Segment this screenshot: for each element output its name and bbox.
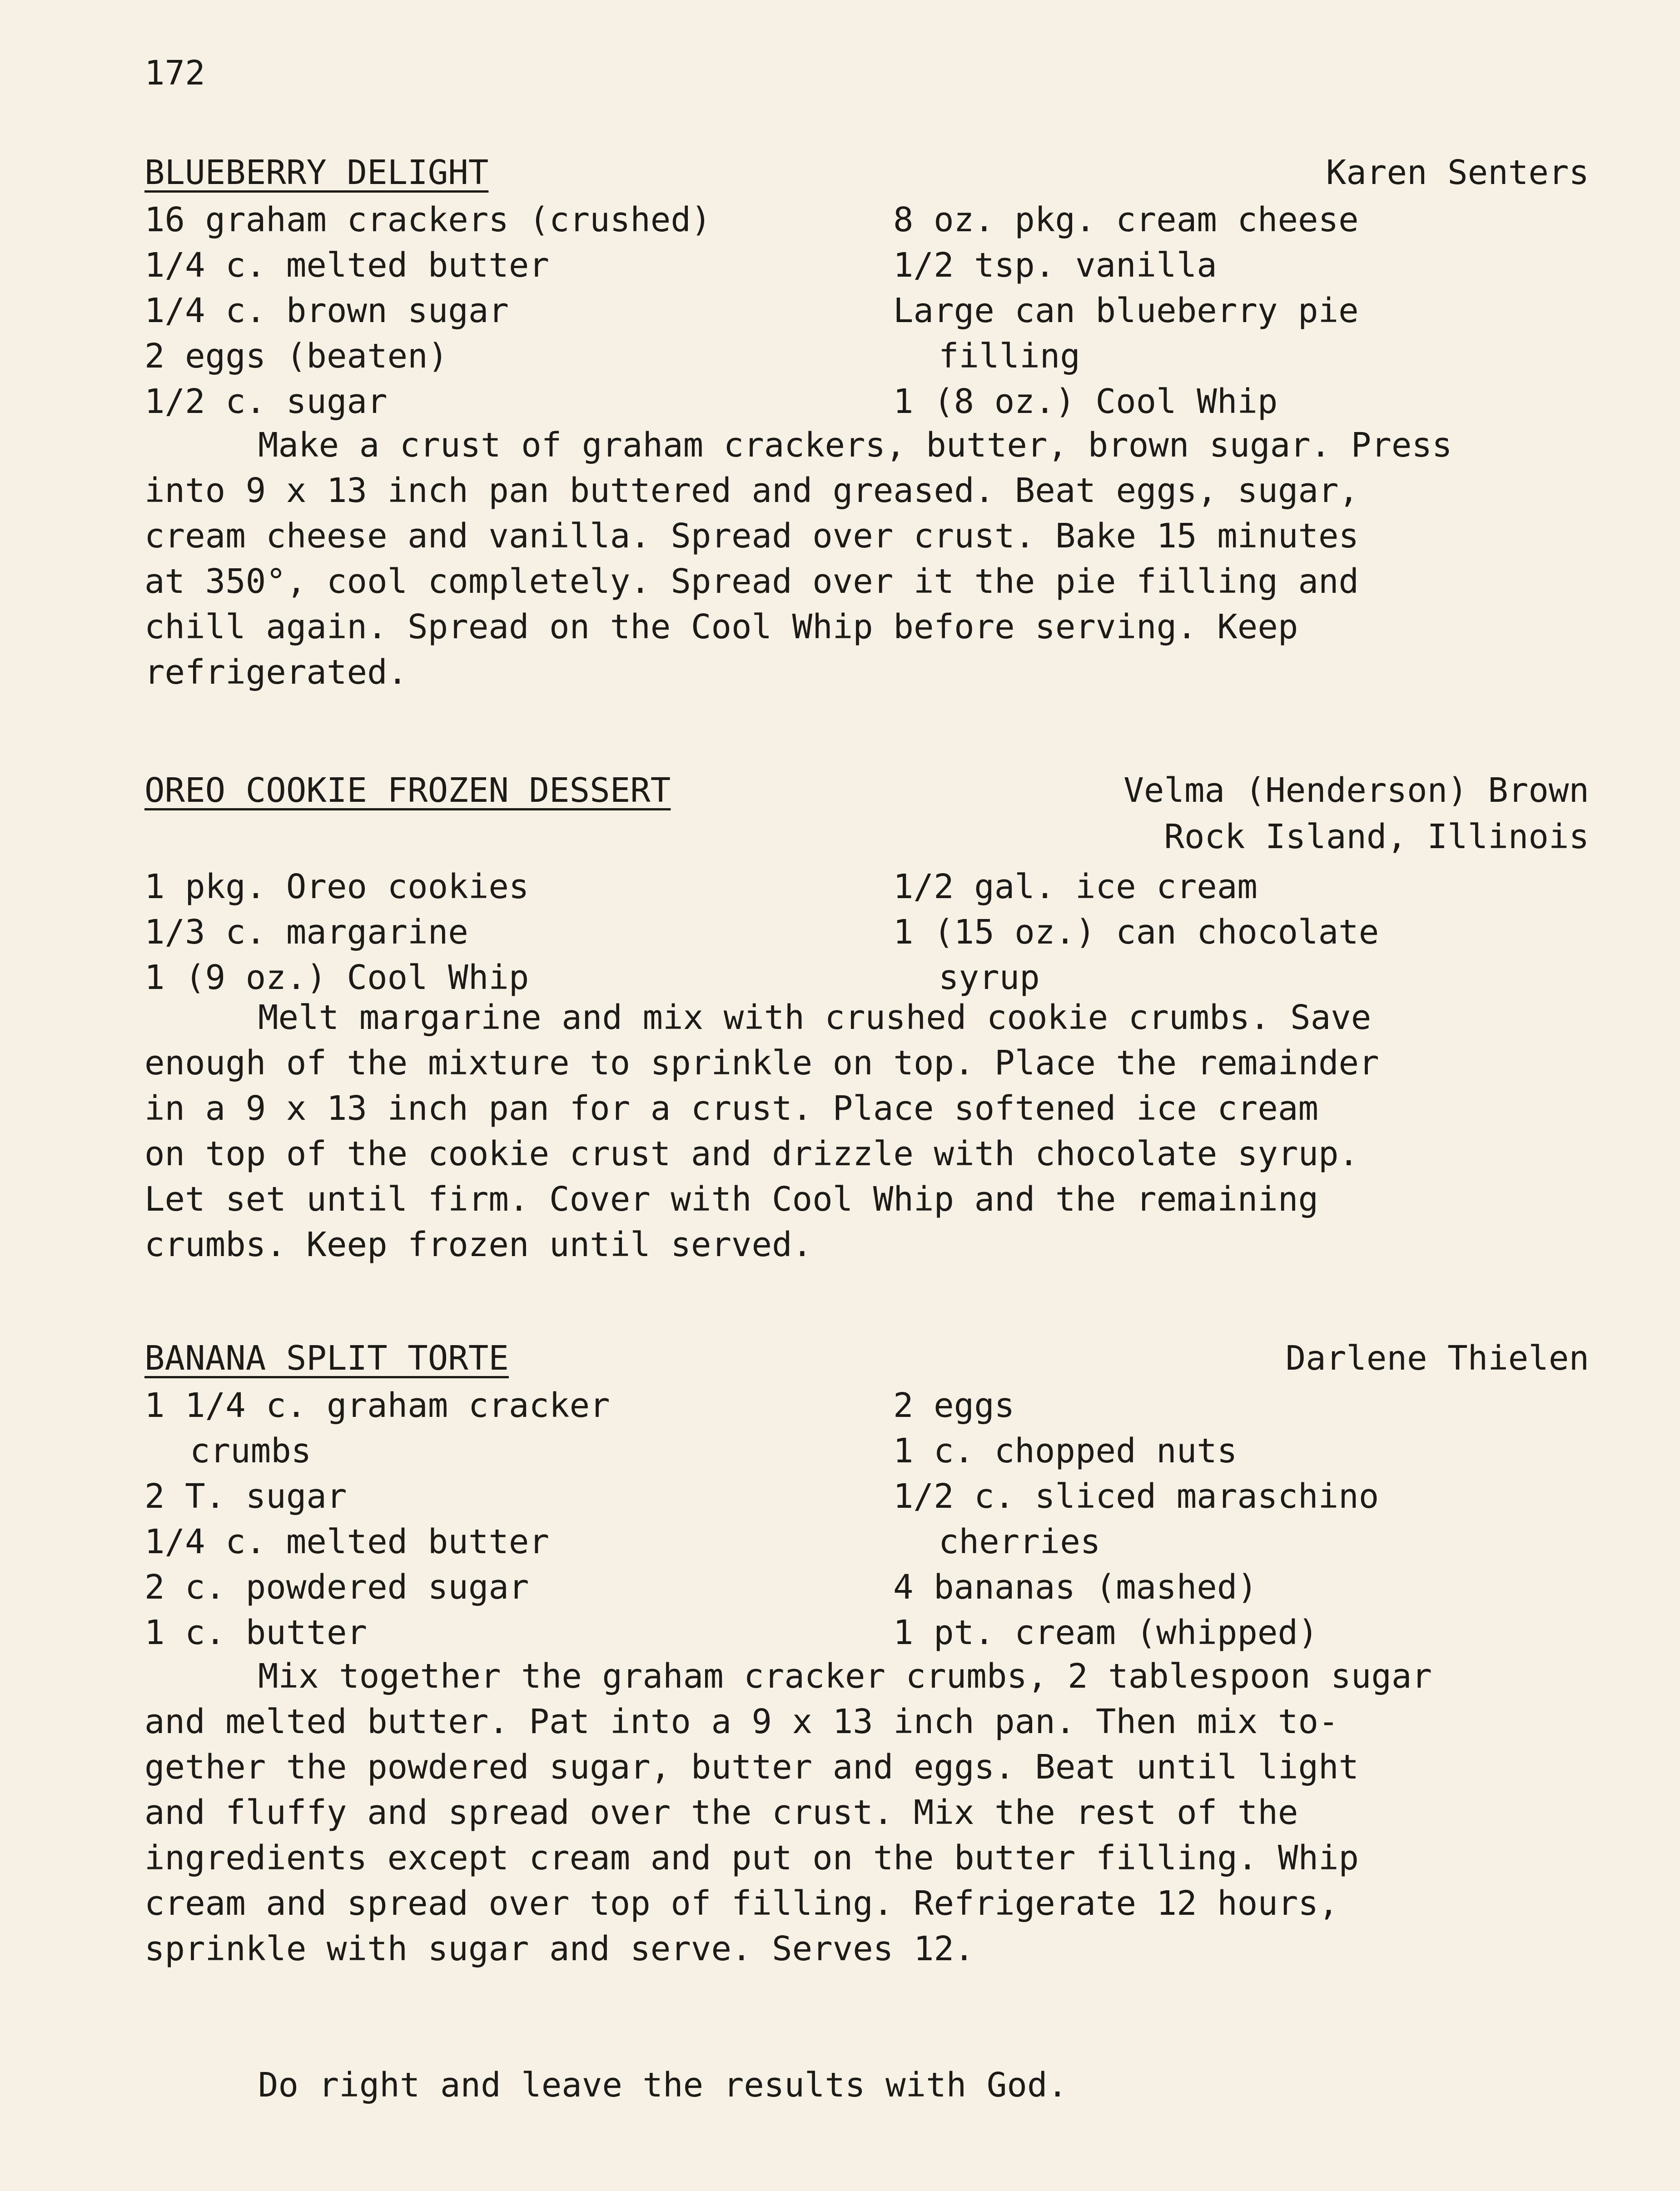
directions-line: Mix together the graham cracker crumbs, 2 tablespoon sugar — [258, 1657, 1432, 1696]
recipe-header — [144, 150, 1616, 197]
directions-line: sprinkle with sugar and serve. Serves 12. — [144, 1929, 974, 1968]
recipe-oreo-cookie-frozen-dessert — [144, 768, 1616, 1264]
recipe-banana-split-torte — [144, 1336, 1616, 1968]
ingredient: 1 (8 oz.) Cool Whip — [893, 382, 1278, 421]
ingredient: crumbs — [190, 1431, 312, 1471]
ingredient: 1 c. chopped nuts — [893, 1431, 1238, 1471]
ingredient: Large can blueberry pie — [893, 291, 1359, 330]
ingredients-right-column — [893, 864, 1611, 1000]
ingredient: 2 eggs (beaten) — [144, 337, 448, 376]
directions-line: refrigerated. — [144, 653, 408, 692]
ingredient: 1/4 c. melted butter — [144, 1522, 550, 1561]
directions-line: at 350°, cool completely. Spread over it the pie filling and — [144, 562, 1359, 601]
ingredient: 1 c. butter — [144, 1613, 368, 1652]
ingredients-right-column — [893, 197, 1611, 424]
ingredient: 1 (15 oz.) can chocolate — [893, 913, 1379, 952]
ingredient-list — [144, 1383, 1616, 1655]
ingredient: 1/4 c. melted butter — [144, 246, 550, 285]
directions-line: Make a crust of graham crackers, butter, brown sugar. Press — [258, 426, 1452, 465]
ingredient: 2 c. powdered sugar — [144, 1568, 529, 1607]
directions-line: cream cheese and vanilla. Spread over crust. Bake 15 minutes — [144, 517, 1359, 556]
ingredient: 1/3 c. margarine — [144, 913, 468, 952]
ingredient: 8 oz. pkg. cream cheese — [893, 200, 1359, 239]
directions-line: in a 9 x 13 inch pan for a crust. Place softened ice cream — [144, 1089, 1319, 1128]
recipe-directions — [144, 995, 1379, 1267]
ingredients-right-column — [893, 1383, 1611, 1655]
recipe-title: BANANA SPLIT TORTE — [144, 1339, 509, 1378]
recipe-directions — [144, 1654, 1432, 1972]
ingredient: 4 bananas (mashed) — [893, 1568, 1258, 1607]
recipe-author: Velma (Henderson) Brown — [1123, 771, 1589, 810]
ingredient-list — [144, 197, 1616, 424]
directions-line: enough of the mixture to sprinkle on top. Place the remainder — [144, 1043, 1379, 1083]
ingredient: 1 1/4 c. graham cracker — [144, 1386, 610, 1425]
ingredients-left-column — [144, 197, 880, 424]
ingredients-left-column — [144, 864, 880, 1000]
ingredient: syrup — [939, 958, 1040, 997]
directions-line: crumbs. Keep frozen until served. — [144, 1225, 813, 1264]
recipe-header — [144, 1336, 1616, 1383]
recipe-author: Darlene Thielen — [1285, 1339, 1589, 1378]
directions-line: Let set until firm. Cover with Cool Whip and the remaining — [144, 1180, 1319, 1219]
ingredient: 1/2 gal. ice cream — [893, 867, 1258, 906]
ingredient-list — [144, 864, 1616, 1000]
recipe-blueberry-delight — [144, 150, 1616, 692]
directions-line: Melt margarine and mix with crushed cookie crumbs. Save — [258, 998, 1372, 1037]
recipe-author: Karen Senters — [1326, 153, 1589, 192]
ingredient: 1/2 c. sliced maraschino — [893, 1477, 1379, 1516]
ingredient: 1/2 c. sugar — [144, 382, 388, 421]
ingredient: 1 (9 oz.) Cool Whip — [144, 958, 529, 997]
recipe-directions — [144, 422, 1452, 695]
recipe-title: BLUEBERRY DELIGHT — [144, 153, 489, 192]
directions-line: and fluffy and spread over the crust. Mix the rest of the — [144, 1793, 1298, 1832]
directions-line: on top of the cookie crust and drizzle with chocolate syrup. — [144, 1134, 1359, 1173]
ingredient: 1/2 tsp. vanilla — [893, 246, 1217, 285]
recipe-author-location: Rock Island, Illinois — [1164, 817, 1589, 856]
ingredient: 2 T. sugar — [144, 1477, 347, 1516]
ingredient: 2 eggs — [893, 1386, 1015, 1425]
footer-saying: Do right and leave the results with God. — [258, 2066, 1068, 2105]
ingredient: 1 pt. cream (whipped) — [893, 1613, 1318, 1652]
directions-line: into 9 x 13 inch pan buttered and greased. Beat eggs, sugar, — [144, 471, 1359, 510]
ingredients-left-column — [144, 1383, 880, 1655]
page-number: 172 — [144, 54, 205, 93]
recipe-header — [144, 768, 1616, 859]
directions-line: gether the powdered sugar, butter and eggs. Beat until light — [144, 1748, 1359, 1787]
ingredient: 1/4 c. brown sugar — [144, 291, 509, 330]
ingredient: filling — [939, 337, 1080, 376]
directions-line: chill again. Spread on the Cool Whip before serving. Keep — [144, 607, 1298, 646]
ingredient: cherries — [939, 1522, 1101, 1561]
directions-line: cream and spread over top of filling. Refrigerate 12 hours, — [144, 1884, 1339, 1923]
recipe-title: OREO COOKIE FROZEN DESSERT — [144, 771, 671, 810]
ingredient: 1 pkg. Oreo cookies — [144, 867, 529, 906]
directions-line: ingredients except cream and put on the butter filling. Whip — [144, 1838, 1359, 1878]
ingredient: 16 graham crackers (crushed) — [144, 200, 711, 239]
directions-line: and melted butter. Pat into a 9 x 13 inch pan. Then mix to- — [144, 1702, 1339, 1741]
